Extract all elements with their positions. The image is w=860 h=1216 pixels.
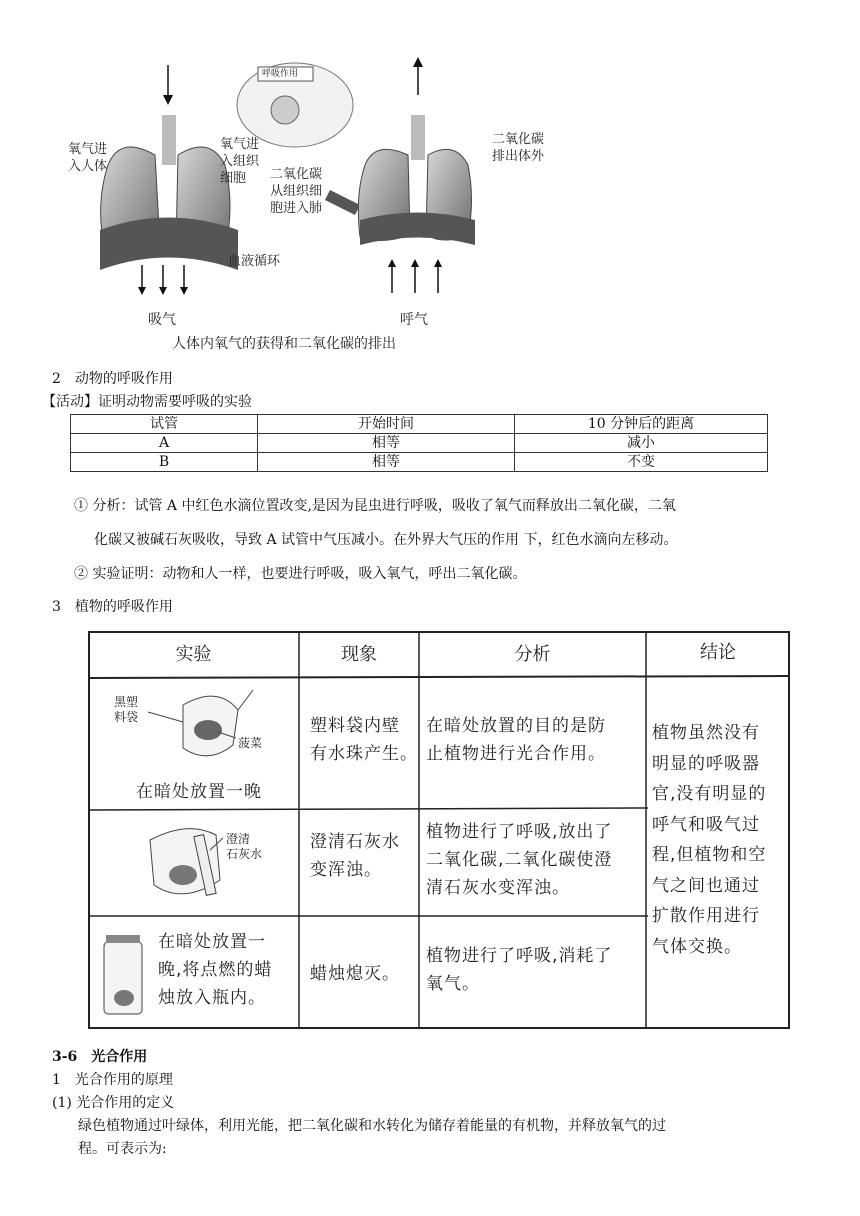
plant-respiration-table xyxy=(88,630,792,1032)
table-cell: 不变 xyxy=(515,453,768,472)
table-header-row xyxy=(71,415,768,434)
section36-heading: 3-6 光合作用 xyxy=(52,1049,148,1065)
col-header-phenomenon: 现象 xyxy=(341,644,377,665)
label-black-bag: 黑塑 料袋 xyxy=(114,695,139,724)
label-blood-circulation: 血液循环 xyxy=(228,254,281,269)
activity-title: 【活动】证明动物需要呼吸的实验 xyxy=(42,394,252,410)
table-cell: B xyxy=(71,453,258,472)
analysis-line-2: 化碳又被碱石灰吸收，导致 A 试管中气压减小。在外界大气压的作用 下，红色水滴向左移动。 xyxy=(94,532,678,548)
lungs-illustration xyxy=(60,55,620,360)
label-limewater: 澄清 石灰水 xyxy=(226,832,263,861)
analysis-line-1: ① 分析：试管 A 中红色水滴位置改变,是因为昆虫进行呼吸，吸收了氧气而释放出二氧化碳，二氧 xyxy=(74,498,676,514)
conclusion: 植物虽然没有 明显的呼吸器 官,没有明显的 呼气和吸气过 程,但植物和空 气之间也通过 扩散作用进行 气体交换。 xyxy=(652,723,767,957)
table-cell: 相等 xyxy=(258,453,515,472)
table-row xyxy=(71,453,768,472)
row2-phenomenon: 澄清石灰水 变浑浊。 xyxy=(310,832,400,880)
header-cell: 试管 xyxy=(71,415,258,434)
row1-phenomenon: 塑料袋内壁 有水珠产生。 xyxy=(310,716,418,764)
section36-sub2: (1) 光合作用的定义 xyxy=(52,1095,175,1111)
row1-experiment: 在暗处放置一晚 xyxy=(136,782,262,802)
table-row xyxy=(71,434,768,453)
label-respiration-tag: 呼吸作用 xyxy=(262,69,299,79)
table-cell: 减小 xyxy=(515,434,768,453)
col-header-conclusion: 结论 xyxy=(700,642,736,663)
proof-line: ② 实验证明：动物和人一样，也要进行呼吸，吸入氧气，呼出二氧化碳。 xyxy=(74,566,527,582)
section3-heading: 3 植物的呼吸作用 xyxy=(52,599,173,615)
table-cell: 相等 xyxy=(258,434,515,453)
row1-analysis: 在暗处放置的目的是防 止植物进行光合作用。 xyxy=(426,716,606,764)
animal-respiration-table xyxy=(70,414,768,472)
table-cell: A xyxy=(71,434,258,453)
definition-line-2: 程。可表示为: xyxy=(78,1141,167,1157)
label-co2-tissue-to-lung: 二氧化碳 从组织细 胞进入肺 xyxy=(270,167,323,216)
section36-sub1: 1 光合作用的原理 xyxy=(52,1072,173,1088)
row3-analysis: 植物进行了呼吸,消耗了 氧气。 xyxy=(426,946,613,994)
section2-heading: 2 动物的呼吸作用 xyxy=(52,371,173,387)
figure-caption: 人体内氧气的获得和二氧化碳的排出 xyxy=(172,336,396,352)
label-oxygen-enter-body: 氧气进 入人体 xyxy=(68,142,108,174)
col-header-analysis: 分析 xyxy=(514,644,551,665)
label-co2-exit-body: 二氧化碳 排出体外 xyxy=(492,132,545,164)
label-inhale: 吸气 xyxy=(148,312,176,328)
header-cell: 10 分钟后的距离 xyxy=(515,415,768,434)
label-oxygen-enter-tissue: 氧气进 入组织 细胞 xyxy=(220,137,260,186)
label-exhale: 呼气 xyxy=(400,312,428,328)
row3-experiment: 在暗处放置一 晚,将点燃的蜡 烛放入瓶内。 xyxy=(158,932,273,1008)
respiration-figure xyxy=(60,55,620,360)
row2-analysis: 植物进行了呼吸,放出了 二氧化碳,二氧化碳使澄 清石灰水变浑浊。 xyxy=(426,822,613,898)
col-header-experiment: 实验 xyxy=(175,644,212,665)
label-spinach: 菠菜 xyxy=(238,736,263,750)
header-cell: 开始时间 xyxy=(258,415,515,434)
row3-phenomenon: 蜡烛熄灭。 xyxy=(310,964,400,984)
definition-line-1: 绿色植物通过叶绿体，利用光能，把二氧化碳和水转化为储存着能量的有机物，并释放氧气的过 xyxy=(78,1118,666,1134)
